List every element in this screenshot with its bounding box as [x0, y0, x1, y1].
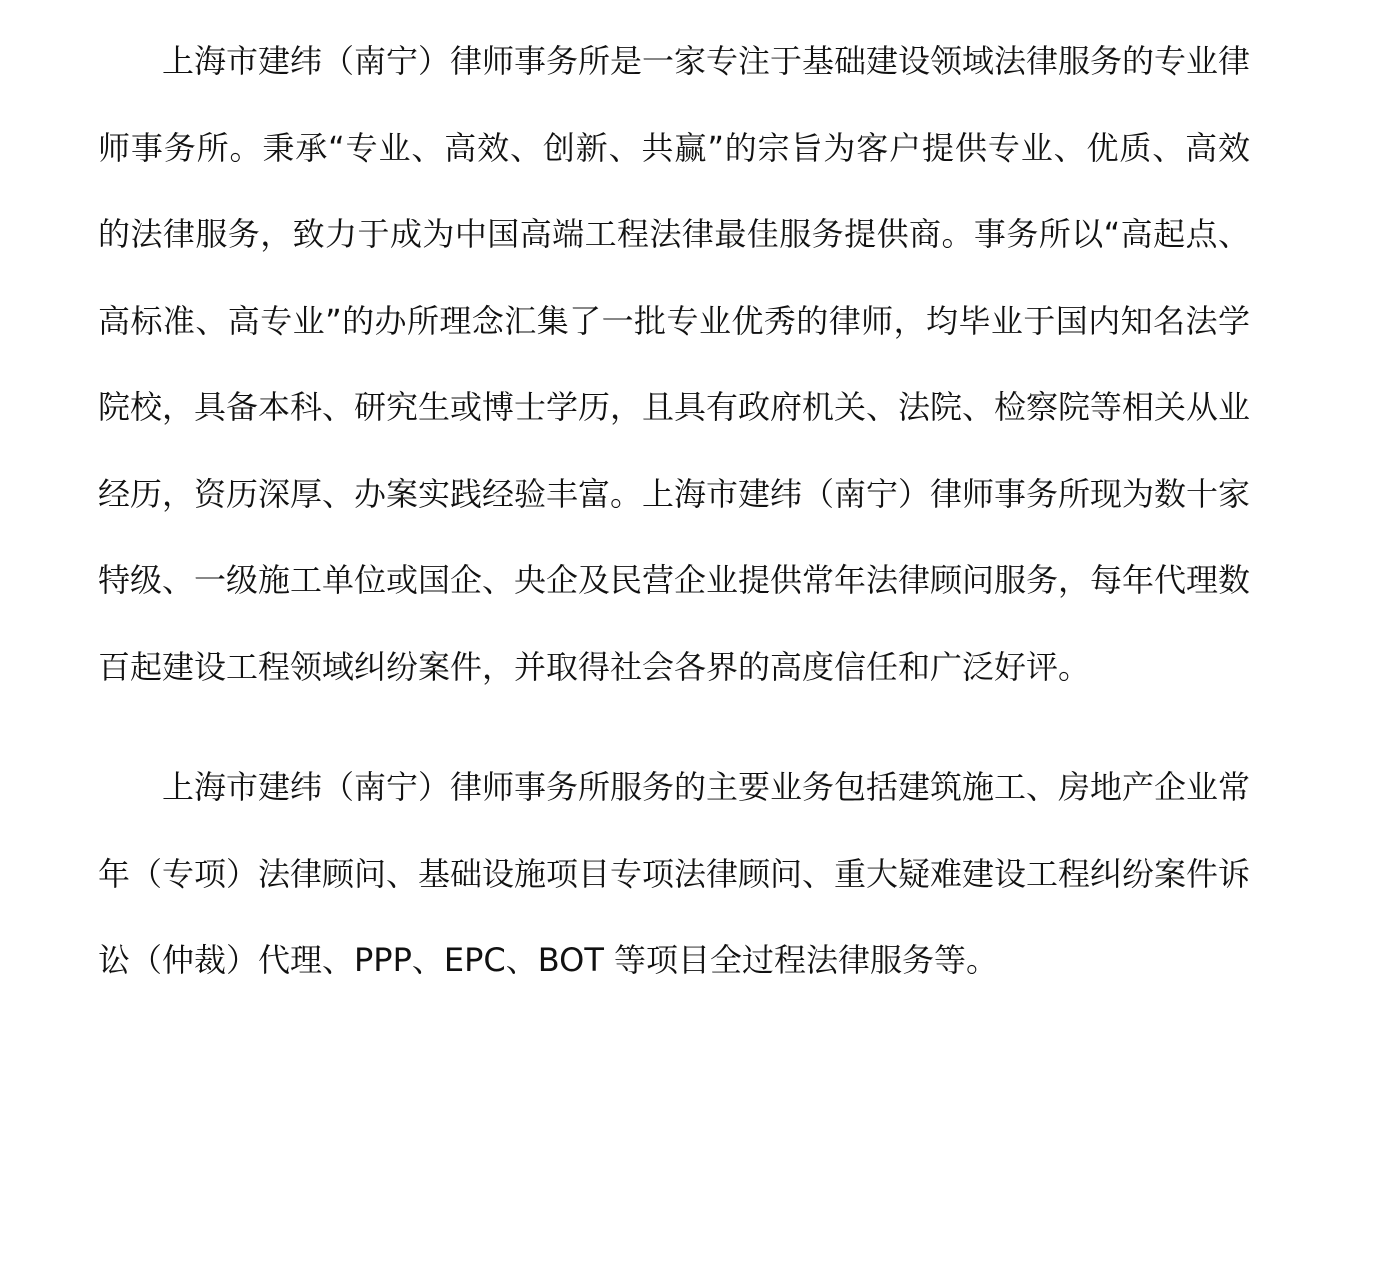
services-paragraph: 上海市建纬（南宁）律师事务所服务的主要业务包括建筑施工、房地产企业常年（专项）法律顾问、基础设施项目专项法律顾问、重大疑难建设工程纠纷案件诉讼（仲裁）代理、PPP、EPC、BOT 等项目全过程法律服务等。	[98, 768, 1251, 979]
intro-paragraph: 上海市建纬（南宁）律师事务所是一家专注于基础建设领域法律服务的专业律师事务所。秉承“专业、高效、创新、共赢”的宗旨为客户提供专业、优质、高效的法律服务，致力于成为中国高端工程法律最佳服务提供商。事务所以“高起点、高标准、高专业”的办所理念汇集了一批专业优秀的律师，均毕业于国内知名法学院校，具备本科、研究生或博士学历，且具有政府机关、法院、检察院等相关从业经历，资历深厚、办案实践经验丰富。上海市建纬（南宁）律师事务所现为数十家特级、一级施工单位或国企、央企及民营企业提供常年法律顾问服务，每年代理数百起建设工程领域纠纷案件，并取得社会各界的高度信任和广泛好评。	[98, 42, 1251, 686]
document-page	[98, 18, 1250, 1004]
